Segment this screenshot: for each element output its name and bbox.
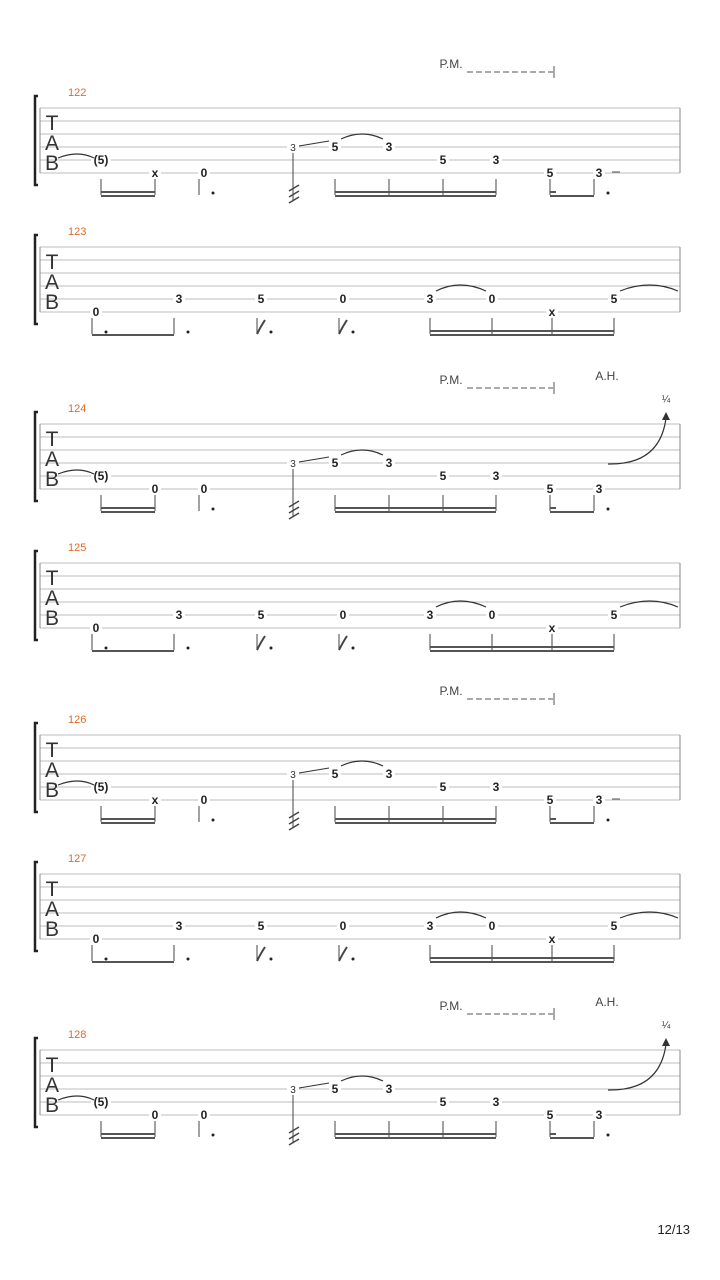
fret-number: 0 <box>92 305 100 319</box>
beam <box>335 818 496 820</box>
fret-number: 3 <box>595 793 603 807</box>
fret-number: x <box>548 621 556 635</box>
system-bracket <box>35 96 38 185</box>
fret-number: 0 <box>488 919 496 933</box>
system-bracket <box>35 235 38 324</box>
slide <box>299 768 329 773</box>
tab-clef-letter-b: B <box>44 918 60 941</box>
tab-clef-letter-a: A <box>44 271 60 294</box>
slide <box>299 457 329 462</box>
fret-number: 0 <box>92 932 100 946</box>
fret-number: 5 <box>439 1095 447 1109</box>
fret-number: 3 <box>290 1085 296 1096</box>
fret-number: 5 <box>546 482 554 496</box>
dot <box>607 1134 610 1137</box>
dot <box>352 331 355 334</box>
tab-system-125 <box>35 542 680 652</box>
fret-number: 0 <box>339 608 347 622</box>
fret-number: 3 <box>426 608 434 622</box>
beam <box>335 511 496 513</box>
fret-number: 3 <box>385 456 393 470</box>
fret-number: 3 <box>290 143 296 154</box>
dot <box>607 508 610 511</box>
beam <box>101 191 155 193</box>
grace-slash <box>289 197 299 203</box>
tab-clef-letter-a: A <box>44 448 60 471</box>
artificial-harmonic-label: A.H. <box>595 369 619 383</box>
fret-number: 5 <box>546 1108 554 1122</box>
fret-number: 3 <box>175 919 183 933</box>
fret-number: 5 <box>331 767 339 781</box>
beam <box>101 507 155 509</box>
tab-clef-letter-b: B <box>44 152 60 175</box>
fret-number: 3 <box>595 482 603 496</box>
fret-number: 0 <box>339 919 347 933</box>
dot <box>212 819 215 822</box>
grace-slash <box>289 507 299 513</box>
page-number: 12/13 <box>657 1222 690 1237</box>
dot <box>270 958 273 961</box>
bar-number: 122 <box>68 87 87 99</box>
bend-curve <box>608 418 666 464</box>
fret-number: 0 <box>200 482 208 496</box>
fret-number: 5 <box>257 292 265 306</box>
fret-number: 0 <box>488 608 496 622</box>
fret-number: (5) <box>93 153 109 167</box>
dot <box>187 958 190 961</box>
fret-number: x <box>151 793 159 807</box>
fret-number: 0 <box>151 1108 159 1122</box>
dot <box>212 508 215 511</box>
tie-in <box>58 154 94 158</box>
grace-slash <box>289 1127 299 1133</box>
palm-mute-label: P.M. <box>439 999 463 1013</box>
system-bracket <box>35 412 38 501</box>
beam <box>550 195 594 197</box>
tie <box>341 1076 383 1081</box>
grace-slash <box>289 824 299 830</box>
slide <box>299 1083 329 1088</box>
slide <box>299 141 329 146</box>
dot <box>105 331 108 334</box>
flag <box>257 947 265 961</box>
beam <box>550 191 556 193</box>
tab-system-122 <box>35 57 680 203</box>
bend-curve <box>608 1044 666 1090</box>
beam <box>101 195 155 197</box>
beam <box>550 818 556 820</box>
beam <box>430 957 614 959</box>
system-bracket <box>35 1038 38 1127</box>
fret-number: 5 <box>331 1082 339 1096</box>
beam <box>550 1137 594 1139</box>
fret-number: 5 <box>610 292 618 306</box>
grace-slash <box>289 818 299 824</box>
fret-number: 5 <box>257 608 265 622</box>
dot <box>105 647 108 650</box>
bend-arrowhead <box>662 1038 670 1046</box>
tab-clef-letter-b: B <box>44 291 60 314</box>
beam <box>92 961 174 963</box>
fret-number: x <box>548 932 556 946</box>
bar-number: 123 <box>68 226 87 238</box>
beam <box>335 1133 496 1135</box>
beam <box>335 195 496 197</box>
bar-number: 127 <box>68 853 87 865</box>
fret-number: 5 <box>610 919 618 933</box>
fret-number: 0 <box>339 292 347 306</box>
beam <box>430 646 614 648</box>
fret-number: 5 <box>439 153 447 167</box>
beam <box>101 1137 155 1139</box>
tab-system-128 <box>35 995 680 1145</box>
beam <box>101 822 155 824</box>
beam <box>335 1137 496 1139</box>
beam <box>335 507 496 509</box>
fret-number: 3 <box>385 1082 393 1096</box>
flag <box>339 947 347 961</box>
fret-number: (5) <box>93 469 109 483</box>
fret-number: 3 <box>426 292 434 306</box>
grace-slash <box>289 501 299 507</box>
beam <box>335 822 496 824</box>
bar-number: 126 <box>68 714 87 726</box>
palm-mute-label: P.M. <box>439 684 463 698</box>
tab-clef-letter-b: B <box>44 1094 60 1117</box>
flag <box>257 320 265 334</box>
tab-clef-letter-a: A <box>44 132 60 155</box>
tab-clef-letter-t: T <box>45 251 59 274</box>
tab-system-126 <box>35 684 680 830</box>
beam <box>335 191 496 193</box>
fret-number: 0 <box>151 482 159 496</box>
beam <box>550 1133 556 1135</box>
dot <box>212 1134 215 1137</box>
dot <box>187 331 190 334</box>
fret-number: 3 <box>175 292 183 306</box>
fret-number: 3 <box>290 459 296 470</box>
beam <box>92 334 174 336</box>
fret-number: 0 <box>200 1108 208 1122</box>
beam <box>430 650 614 652</box>
fret-number: 5 <box>610 608 618 622</box>
bend-arrowhead <box>662 412 670 420</box>
beam <box>430 334 614 336</box>
tab-clef-letter-a: A <box>44 1074 60 1097</box>
dot <box>607 819 610 822</box>
tab-clef-letter-a: A <box>44 587 60 610</box>
beam <box>550 822 594 824</box>
fret-number: 3 <box>595 1108 603 1122</box>
dot <box>270 331 273 334</box>
dot <box>212 192 215 195</box>
system-bracket <box>35 551 38 640</box>
tab-clef-letter-b: B <box>44 468 60 491</box>
tab-clef-letter-a: A <box>44 898 60 921</box>
fret-number: 3 <box>385 140 393 154</box>
grace-slash <box>289 1139 299 1145</box>
dot <box>352 647 355 650</box>
fret-number: 0 <box>488 292 496 306</box>
dot <box>607 192 610 195</box>
tab-clef-letter-t: T <box>45 112 59 135</box>
tab-system-124 <box>35 369 680 519</box>
dot <box>105 958 108 961</box>
fret-number: 0 <box>200 166 208 180</box>
fret-number: (5) <box>93 1095 109 1109</box>
tab-clef-letter-b: B <box>44 607 60 630</box>
tie <box>341 761 383 766</box>
fret-number: 5 <box>546 166 554 180</box>
beam <box>430 961 614 963</box>
tie-in <box>58 1096 94 1100</box>
artificial-harmonic-label: A.H. <box>595 995 619 1009</box>
fret-number: 5 <box>331 140 339 154</box>
fret-number: (5) <box>93 780 109 794</box>
grace-slash <box>289 191 299 197</box>
fret-number: 3 <box>595 166 603 180</box>
bend-amount: ¼ <box>661 1020 671 1031</box>
beam <box>92 650 174 652</box>
tie <box>341 450 383 455</box>
dot <box>352 958 355 961</box>
flag <box>257 636 265 650</box>
bar-number: 124 <box>68 403 87 415</box>
fret-number: 3 <box>426 919 434 933</box>
beam <box>550 511 594 513</box>
bar-number: 128 <box>68 1029 87 1041</box>
grace-slash <box>289 812 299 818</box>
tab-clef-letter-a: A <box>44 759 60 782</box>
tab-clef-letter-t: T <box>45 1054 59 1077</box>
tie-in <box>58 470 94 474</box>
tie-in <box>58 781 94 785</box>
tab-system-123 <box>35 226 680 336</box>
grace-slash <box>289 185 299 191</box>
palm-mute-label: P.M. <box>439 373 463 387</box>
fret-number: 3 <box>290 770 296 781</box>
bar-number: 125 <box>68 542 87 554</box>
beam <box>101 1133 155 1135</box>
beam <box>550 507 556 509</box>
beam <box>101 511 155 513</box>
system-bracket <box>35 862 38 951</box>
bend-amount: ¼ <box>661 394 671 405</box>
fret-number: 3 <box>492 1095 500 1109</box>
tie <box>341 134 383 139</box>
fret-number: 0 <box>200 793 208 807</box>
system-bracket <box>35 723 38 812</box>
fret-number: 5 <box>331 456 339 470</box>
grace-slash <box>289 1133 299 1139</box>
fret-number: 3 <box>175 608 183 622</box>
fret-number: x <box>151 166 159 180</box>
tab-clef-letter-t: T <box>45 428 59 451</box>
flag <box>339 636 347 650</box>
fret-number: 5 <box>439 780 447 794</box>
fret-number: x <box>548 305 556 319</box>
beam <box>430 330 614 332</box>
fret-number: 5 <box>257 919 265 933</box>
palm-mute-label: P.M. <box>439 57 463 71</box>
tab-clef-letter-b: B <box>44 779 60 802</box>
fret-number: 5 <box>439 469 447 483</box>
tab-system-127 <box>35 853 680 963</box>
grace-slash <box>289 513 299 519</box>
beam <box>101 818 155 820</box>
flag <box>339 320 347 334</box>
fret-number: 3 <box>492 469 500 483</box>
fret-number: 0 <box>92 621 100 635</box>
fret-number: 3 <box>385 767 393 781</box>
dot <box>187 647 190 650</box>
fret-number: 3 <box>492 780 500 794</box>
fret-number: 5 <box>546 793 554 807</box>
dot <box>270 647 273 650</box>
tab-clef-letter-t: T <box>45 567 59 590</box>
fret-number: 3 <box>492 153 500 167</box>
tab-clef-letter-t: T <box>45 878 59 901</box>
tab-clef-letter-t: T <box>45 739 59 762</box>
